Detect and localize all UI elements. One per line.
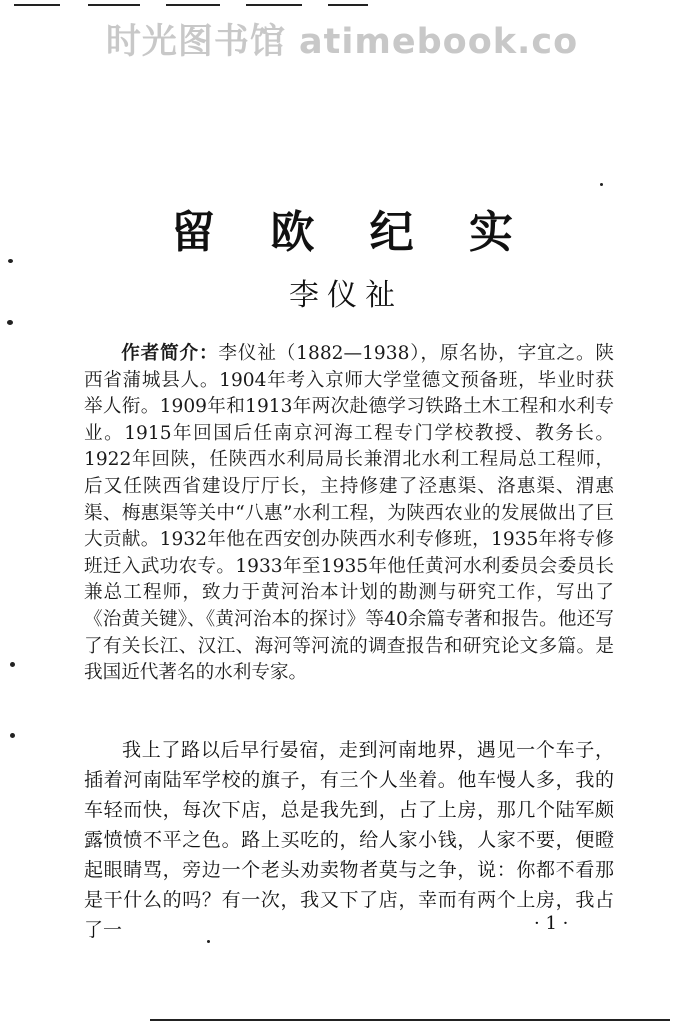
author-bio: [84, 341, 614, 687]
bio-label: 作者简介：: [121, 343, 219, 364]
margin-speck: [10, 662, 15, 667]
bio-text: 李仪祉（1882—1938），原名协，字宜之。陕西省蒲城县人。1904年考入京师大学堂德文预备班，毕业时获举人衔。1909年和1913年两次赴德学习铁路土木工程和水利专业。1915年回国后任南京河海工程专门学校教授、教务长。1922年回陕，任陕西水利局局长兼渭北水利工程局总工程师，后又任陕西省建设厅厅长，主持修建了泾惠渠、洛惠渠、渭惠渠、梅惠渠等关中“八惠”水利工程，为陕西农业的发展做出了巨大贡献。1932年他在西安创办陕西水利专修班，1935年将专修班迁入武功农专。1933年至1935年他任黄河水利委员会委员长兼总工程师，致力于黄河治本计划的勘测与研究工作，写出了《治黄关键》、《黄河治本的探讨》等40余篇专著和报告。他还写了有关长江、汉江、海河等河流的调查报告和研究论文多篇。是我国近代著名的水利专家。: [84, 343, 614, 684]
margin-speck: [600, 183, 603, 186]
margin-speck: [10, 733, 15, 738]
watermark: 时光图书馆 atimebook.co: [105, 22, 579, 62]
body-paragraph: 我上了路以后早行晏宿，走到河南地界，遇见一个车子，插着河南陆军学校的旗子，有三个人坐着。他车慢人多，我的车轻而快，每次下店，总是我先到，占了上房，那几个陆军颇露愤愤不平之色。路上买吃的，给人家小钱，人家不要，便瞪起眼睛骂，旁边一个老头劝卖物者莫与之争，说：你都不看那是干什么的吗？有一次，我又下了店，幸而有两个上房，我占了一: [84, 739, 614, 941]
bottom-rule: [150, 1019, 670, 1021]
page-number: · 1 ·: [534, 913, 569, 934]
author-name: 李仪祉: [289, 278, 403, 313]
article-title: 留 欧 纪 实: [171, 207, 533, 258]
margin-speck: [7, 320, 13, 325]
top-scan-rules: [0, 0, 684, 12]
